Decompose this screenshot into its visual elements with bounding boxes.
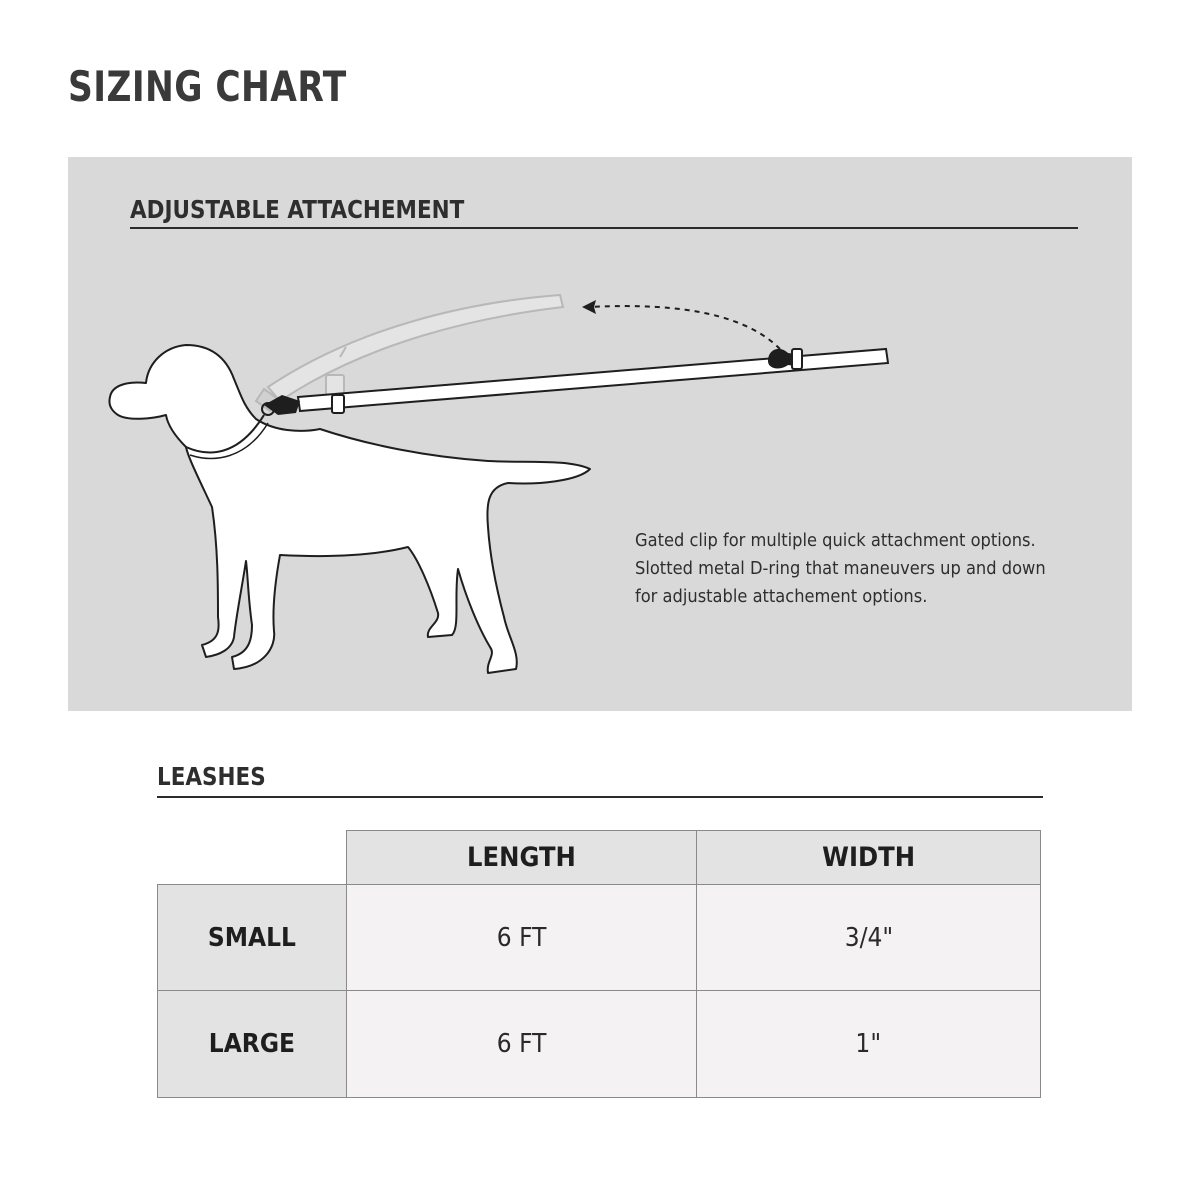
description-line: for adjustable attachement options. <box>635 587 928 607</box>
attachment-heading: ADJUSTABLE ATTACHEMENT <box>130 195 465 224</box>
column-header-length: LENGTH <box>346 830 697 885</box>
arrow-head-icon <box>582 300 596 314</box>
description-line: Gated clip for multiple quick attachment options. <box>635 531 1036 551</box>
attachment-panel <box>68 157 1132 711</box>
small-width-cell: 3/4" <box>696 884 1041 991</box>
leash-size-table <box>157 830 1041 1098</box>
dog-leash-illustration <box>68 157 1132 711</box>
leashes-heading: LEASHES <box>157 762 266 791</box>
dashed-arrow <box>590 306 780 349</box>
page-title: SIZING CHART <box>68 62 347 111</box>
description-line: Slotted metal D-ring that maneuvers up and down <box>635 559 1046 579</box>
small-length-cell: 6 FT <box>346 884 697 991</box>
d-ring-icon <box>332 395 344 413</box>
column-header-width: WIDTH <box>696 830 1041 885</box>
large-length-cell: 6 FT <box>346 990 697 1098</box>
attachment-description <box>635 527 1046 611</box>
row-label-small: SMALL <box>157 884 347 991</box>
leashes-divider <box>157 796 1043 798</box>
large-width-cell: 1" <box>696 990 1041 1098</box>
row-label-large: LARGE <box>157 990 347 1098</box>
